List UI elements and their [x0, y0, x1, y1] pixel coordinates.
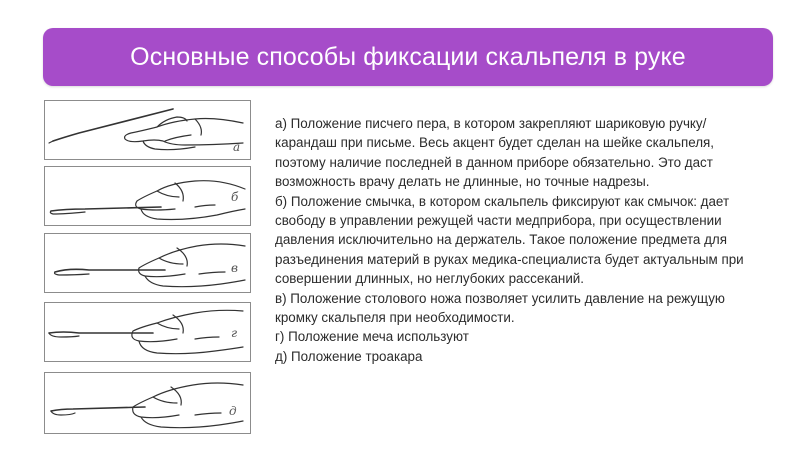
figure-label-a: а: [233, 140, 241, 154]
figure-label-d: г: [231, 326, 238, 340]
figure-panel-d: [44, 302, 251, 362]
figure-panel-e: [44, 372, 251, 434]
paragraph-e: д) Положение троакара: [275, 348, 423, 364]
figure-label-b: б: [231, 190, 239, 204]
title-banner: [43, 28, 773, 86]
hand-sword-grip-icon: [45, 303, 250, 361]
paragraph-c: в) Положение столового ножа позволяет усилить давление на режущую кромку скальпеля при необходимости.: [275, 290, 725, 326]
figure-panel-b: [44, 166, 251, 226]
hand-trocar-grip-icon: [45, 373, 250, 433]
page-title: Основные способы фиксации скальпеля в руке: [130, 42, 686, 71]
paragraph-d: г) Положение меча используют: [275, 329, 469, 345]
paragraph-a: а) Положение писчего пера, в котором закрепляют шариковую ручку/карандаш при письме. Весь акцент будет сделан на шейке скальпеля, поэтому наличие последней в данном приборе обязательно. Это даст возможность врачу делать не длинные, но точные надрезы.: [275, 116, 715, 190]
figure-panel-a: [44, 100, 251, 160]
hand-pen-grip-icon: [45, 101, 250, 159]
hand-bow-grip-icon: [45, 167, 250, 225]
figure-label-c: в: [231, 261, 238, 275]
paragraph-b: б) Положение смычка, в котором скальпель фиксируют как смычок: дает свободу в управлении режущей части медприбора, при осуществлении давления исключительно на держатель. Такое положение предмета для разъединения материй в руках медика-специалиста будет актуальным при совершении длинных, но неглубоких рассеканий.: [275, 193, 744, 287]
figure-panel-c: [44, 233, 251, 293]
figure-label-e: д: [229, 404, 237, 418]
hand-table-knife-grip-icon: [45, 234, 250, 292]
description-text: [275, 114, 765, 366]
